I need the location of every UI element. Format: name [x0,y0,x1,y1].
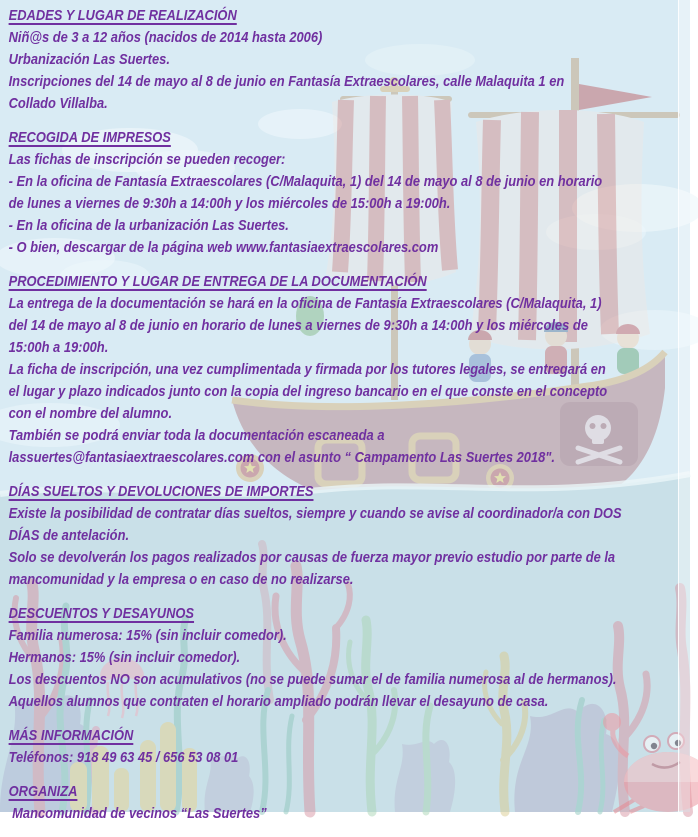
text-line: La entrega de la documentación se hará en la oficina de Fantasía Extraescolares (C/Malaquita, 1) [8,295,602,312]
text-line: del 14 de mayo al 8 de junio en horario de lunes a viernes de 9:30h a 14:00h y los miércoles de [8,317,588,334]
text-line: Solo se devolverán los pagos realizados por causas de fuerza mayor previo estudio por parte de la [8,549,616,566]
section-heading: RECOGIDA DE IMPRESOS [8,129,171,146]
text-line: Las fichas de inscripción se pueden recoger: [8,151,286,168]
text-line: Hermanos: 15% (sin incluir comedor). [8,649,241,666]
text-line: Teléfonos: 918 49 63 45 / 656 53 08 01 [8,749,239,766]
text-line: Mancomunidad de vecinos “Las Suertes” [8,805,267,822]
section-heading: DÍAS SUELTOS Y DEVOLUCIONES DE IMPORTES [8,483,314,500]
section-edades-y-lugar [9,5,698,115]
text-line: 15:00h a 19:00h. [8,339,109,356]
text-line: el lugar y plazo indicados junto con la copia del ingreso bancario en el que conste en el concepto [8,383,608,400]
text-line: DÍAS de antelación. [8,527,130,544]
text-line: Niñ@s de 3 a 12 años (nacidos de 2014 hasta 2006) [8,29,323,46]
text-line: con el nombre del alumno. [8,405,173,422]
section-recogida-impresos [9,127,698,259]
text-line: La ficha de inscripción, una vez cumplimentada y firmada por los tutores legales, se entregará en [8,361,606,378]
section-heading: DESCUENTOS Y DESAYUNOS [8,605,195,622]
text-line: Existe la posibilidad de contratar días sueltos, siempre y cuando se avise al coordinador/a con DOS [8,505,622,522]
text-line: También se podrá enviar toda la documentación escaneada a [8,427,385,444]
section-descuentos-desayunos [9,603,698,713]
section-dias-sueltos [9,481,698,591]
section-organiza [9,781,698,825]
section-procedimiento-entrega [9,271,698,469]
text-line: mancomunidad y la empresa o en caso de no realizarse. [8,571,354,588]
section-heading: MÁS INFORMACIÓN [8,727,134,744]
text-line: Inscripciones del 14 de mayo al 8 de junio en Fantasía Extraescolares, calle Malaquita 1 en [8,73,565,90]
text-line: lassuertes@fantasiaextraescolares.com con el asunto “ Campamento Las Suertes 2018". [8,449,556,466]
text-line: de lunes a viernes de 9:30h a 14:00h y los miércoles de 15:00h a 19:00h. [8,195,451,212]
text-line: Urbanización Las Suertes. [8,51,170,68]
section-heading: EDADES Y LUGAR DE REALIZACIÓN [8,7,237,24]
text-line: Aquellos alumnos que contraten el horario ampliado podrán llevar el desayuno de casa. [8,693,549,710]
text-line: - O bien, descargar de la página web www.fantasiaextraescolares.com [8,239,439,256]
section-heading: ORGANIZA [8,783,78,800]
section-heading: PROCEDIMIENTO Y LUGAR DE ENTREGA DE LA DOCUMENTACIÓN [8,273,427,290]
text-line: - En la oficina de Fantasía Extraescolares (C/Malaquita, 1) del 14 de mayo al 8 de junio en horario [8,173,603,190]
text-line: Collado Villalba. [8,95,108,112]
text-line: Los descuentos NO son acumulativos (no se puede sumar el de familia numerosa al de hermanos). [8,671,617,688]
text-line: Familia numerosa: 15% (sin incluir comedor). [8,627,287,644]
section-mas-informacion [9,725,698,769]
text-line: - En la oficina de la urbanización Las Suertes. [8,217,289,234]
